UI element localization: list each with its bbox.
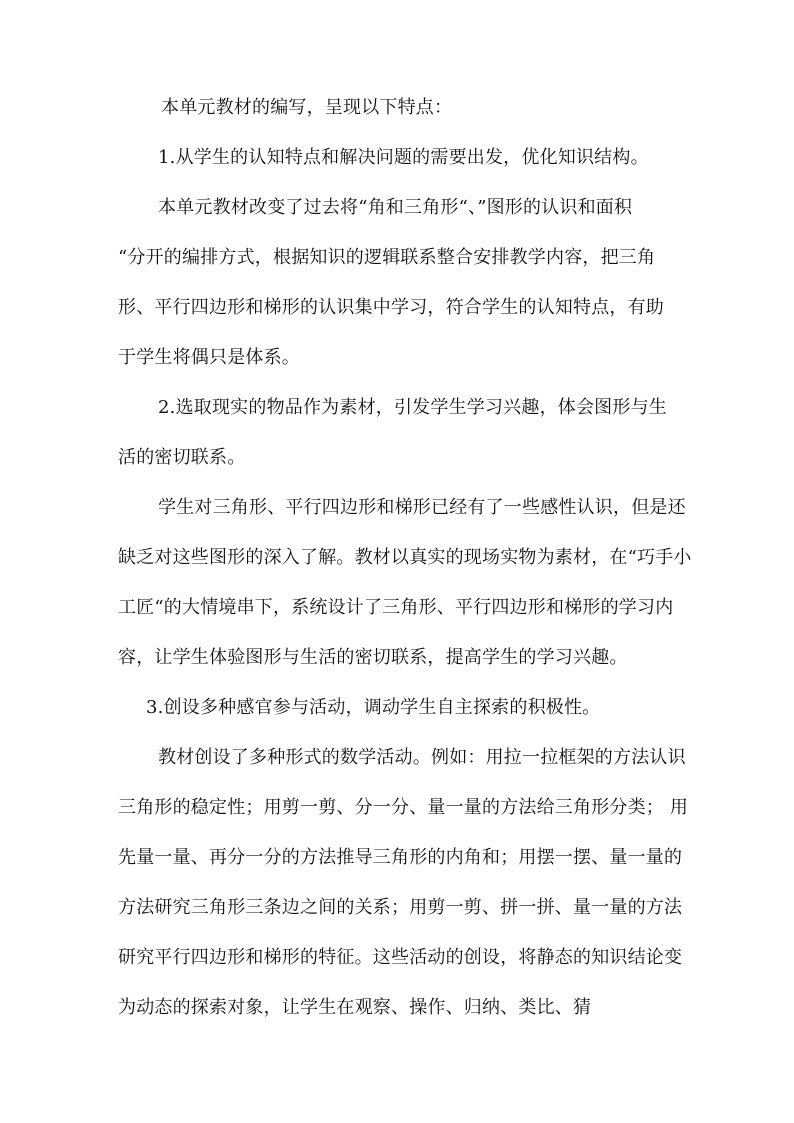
text-line: 容，让学生体验图形与生活的密切联系，提高学生的学习兴趣。 [118, 647, 628, 668]
text-line: 本单元教材改变了过去将“角和三角形“、”图形的认识和面积 [158, 197, 633, 218]
text-line: 工匠“的大情境串下，系统设计了三角形、平行四边形和梯形的学习内 [118, 597, 674, 618]
text-line: 本单元教材的编写，呈现以下特点： [161, 97, 453, 118]
text-line: 三角形的稳定性；用剪一剪、分一分、量一量的方法给三角形分类； 用 [118, 797, 689, 818]
text-line: 学生对三角形、平行四边形和梯形已经有了一些感性认识，但是还 [158, 497, 686, 518]
text-line: 于学生将偶只是体系。 [118, 347, 300, 368]
text-line: 3.创设多种感官参与活动，调动学生自主探索的积极性。 [146, 697, 601, 718]
text-line: 2.选取现实的物品作为素材，引发学生学习兴趣，体会图形与生 [158, 397, 667, 418]
text-line: 活的密切联系。 [118, 447, 246, 468]
text-line: 为动态的探索对象，让学生在观察、操作、归纳、类比、猜 [118, 997, 592, 1018]
text-line: 教材创设了多种形式的数学活动。例如：用拉一拉框架的方法认识 [158, 747, 686, 768]
text-line: 形、平行四边形和梯形的认识集中学习，符合学生的认知特点，有助 [118, 297, 664, 318]
text-line: 方法研究三角形三条边之间的关系；用剪一剪、拼一拼、量一量的方法 [118, 897, 683, 918]
text-line: 1.从学生的认知特点和解决问题的需要出发，优化知识结构。 [158, 147, 649, 168]
text-line: 先量一量、再分一分的方法推导三角形的内角和；用摆一摆、量一量的 [118, 847, 683, 868]
text-line: 研究平行四边形和梯形的特征。这些活动的创设，将静态的知识结论变 [118, 947, 683, 968]
text-line: “分开的编排方式，根据知识的逻辑联系整合安排教学内容，把三角 [118, 247, 656, 268]
text-line: 缺乏对这些图形的深入了解。教材以真实的现场实物为素材，在“巧手小 [118, 547, 692, 568]
